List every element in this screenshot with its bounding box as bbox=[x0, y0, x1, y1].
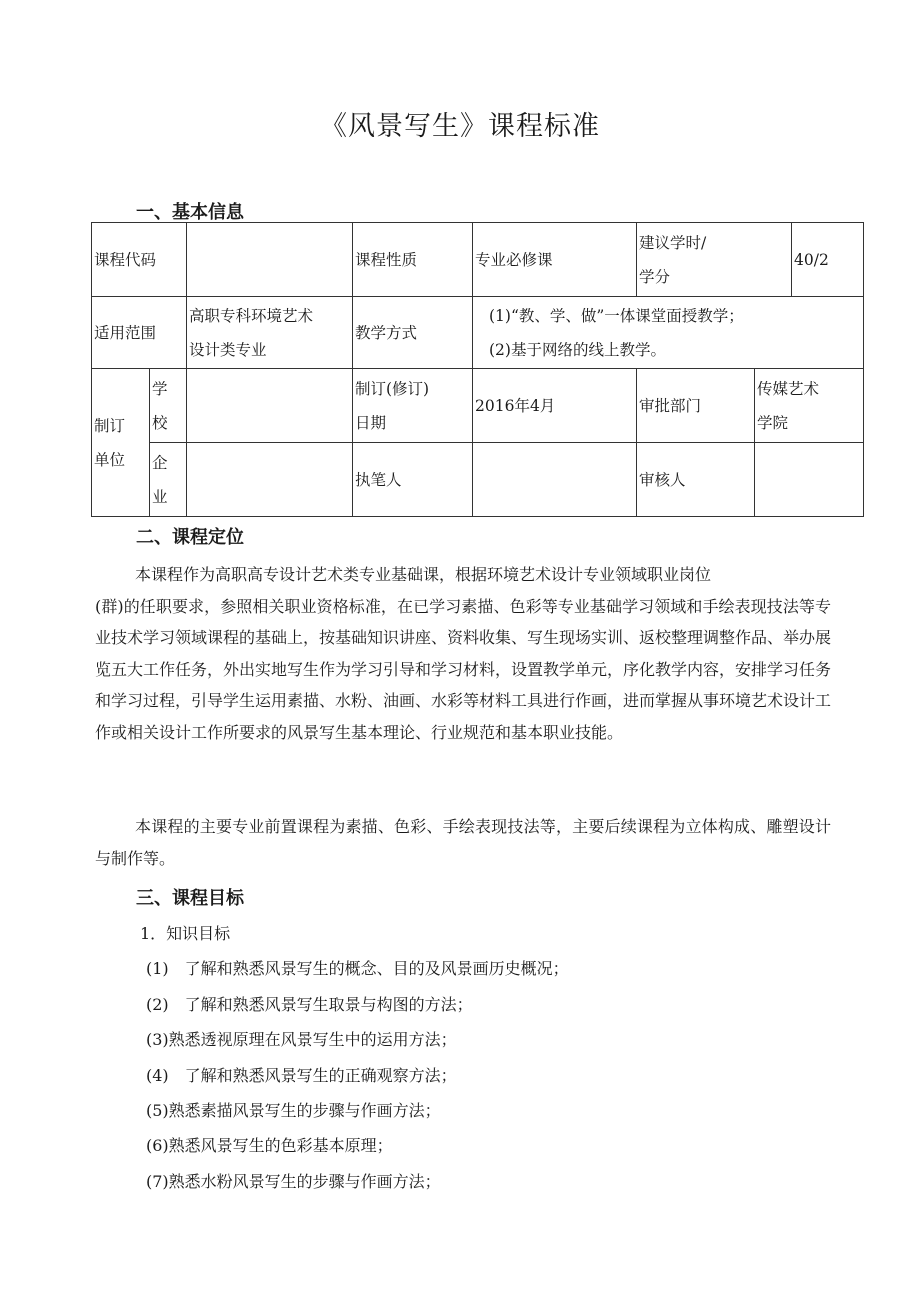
reviewer-label: 审核人 bbox=[637, 443, 755, 517]
enterprise-label-line2: 业 bbox=[152, 487, 168, 506]
date-label-line2: 日期 bbox=[355, 413, 387, 432]
list-item: (5)熟悉素描风景写生的步骤与作画方法； bbox=[146, 1100, 441, 1120]
hours-credits-label bbox=[637, 223, 792, 297]
hours-label-line2: 学分 bbox=[639, 267, 671, 286]
list-item: (4) 了解和熟悉风景写生的正确观察方法； bbox=[146, 1065, 457, 1085]
school-label-line2: 校 bbox=[152, 413, 168, 432]
school-label bbox=[150, 369, 187, 443]
approval-dept-label: 审批部门 bbox=[637, 369, 755, 443]
goals-list bbox=[140, 916, 569, 1199]
teaching-method-1: (1)“教、学、做”一体课堂面授教学； bbox=[489, 306, 744, 325]
list-item: (6)熟悉风景写生的色彩基本原理； bbox=[146, 1136, 393, 1156]
writer-value bbox=[473, 443, 637, 517]
enterprise-label bbox=[150, 443, 187, 517]
approval-dept-value bbox=[755, 369, 864, 443]
section-heading-positioning: 二、课程定位 bbox=[136, 527, 244, 548]
list-item: (7)熟悉水粉风景写生的步骤与作画方法； bbox=[146, 1171, 441, 1191]
school-label-line1: 学 bbox=[152, 379, 168, 398]
approval-dept-line1: 传媒艺术 bbox=[757, 379, 820, 398]
hours-label-line1: 建议学时/ bbox=[639, 233, 707, 252]
scope-label: 适用范围 bbox=[92, 297, 187, 369]
enterprise-label-line1: 企 bbox=[152, 453, 168, 472]
basic-info-table bbox=[91, 222, 864, 517]
maker-unit-label bbox=[92, 369, 150, 517]
revision-date-label bbox=[353, 369, 473, 443]
scope-value-line2: 设计类专业 bbox=[189, 340, 267, 359]
list-item: (2) 了解和熟悉风景写生取景与构图的方法； bbox=[146, 994, 473, 1014]
reviewer-value bbox=[755, 443, 864, 517]
course-nature-value: 专业必修课 bbox=[473, 223, 637, 297]
revision-date-value: 2016年4月 bbox=[473, 369, 637, 443]
course-code-label: 课程代码 bbox=[92, 223, 187, 297]
writer-label: 执笔人 bbox=[353, 443, 473, 517]
maker-label-line2: 单位 bbox=[94, 450, 126, 469]
scope-value bbox=[187, 297, 353, 369]
section-heading-basic-info: 一、基本信息 bbox=[136, 202, 244, 223]
positioning-paragraph-2: 本课程的主要专业前置课程为素描、色彩、手绘表现技法等，主要后续课程为立体构成、雕塑设计与制作等。 bbox=[95, 817, 831, 868]
page-title: 《风景写生》课程标准 bbox=[320, 111, 600, 142]
list-item: (1) 了解和熟悉风景写生的概念、目的及风景画历史概况； bbox=[146, 959, 569, 979]
positioning-paragraph-1 bbox=[95, 559, 831, 748]
teaching-method-label: 教学方式 bbox=[353, 297, 473, 369]
date-label-line1: 制订(修订) bbox=[355, 379, 430, 398]
positioning-p1-rest: (群)的任职要求，参照相关职业资格标准，在已学习素描、色彩等专业基础学习领域和手绘表现技法等专业技术学习领域课程的基础上，按基础知识讲座、资料收集、写生现场实训、返校整理调整作品、举办展览五大工作任务，外出实地写生作为学习引导和学习材料，设置教学单元，序化教学内容，安排学习任务和学习过程，引导学生运用素描、水粉、油画、水彩等材料工具进行作画，进而掌握从事环境艺术设计工作或相关设计工作所要求的风景写生基本理论、行业规范和基本职业技能。 bbox=[95, 596, 832, 742]
course-code-value bbox=[187, 223, 353, 297]
maker-label-line1: 制订 bbox=[94, 416, 126, 435]
scope-value-line1: 高职专科环境艺术 bbox=[189, 306, 314, 325]
teaching-method-value bbox=[473, 297, 864, 369]
teaching-method-2: (2)基于网络的线上教学。 bbox=[489, 340, 666, 359]
positioning-p1-line1: 本课程作为高职高专设计艺术类专业基础课，根据环境艺术设计专业领域职业岗位 bbox=[135, 565, 712, 584]
hours-credits-value: 40/2 bbox=[792, 223, 864, 297]
section-heading-goals: 三、课程目标 bbox=[136, 888, 244, 909]
approval-dept-line2: 学院 bbox=[757, 413, 789, 432]
school-value bbox=[187, 369, 353, 443]
enterprise-value bbox=[187, 443, 353, 517]
knowledge-goals-subheading: 1．知识目标 bbox=[140, 924, 231, 943]
list-item: (3)熟悉透视原理在风景写生中的运用方法； bbox=[146, 1030, 457, 1050]
course-nature-label: 课程性质 bbox=[353, 223, 473, 297]
